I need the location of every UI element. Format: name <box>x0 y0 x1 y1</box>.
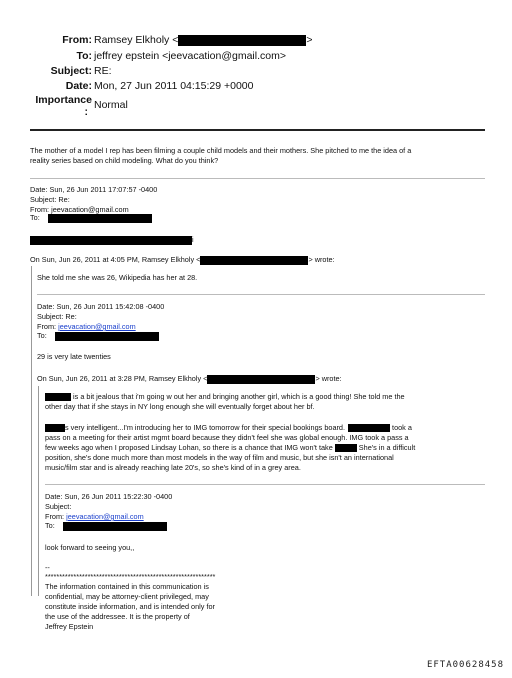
disclaimer-line-5: Jeffrey Epstein <box>45 622 94 631</box>
msg3-to: To: <box>45 521 55 530</box>
header-date-row <box>0 80 512 94</box>
from-label: From: <box>62 34 92 46</box>
msg3-text: look forward to seeing you,, <box>45 543 135 552</box>
section-divider <box>30 178 485 179</box>
msg2-date: Date: Sun, 26 Jun 2011 15:42:08 -0400 <box>37 302 165 311</box>
header-from-row <box>0 34 512 48</box>
quote2-p2-line-5: music/film star and is already reaching late 20's, so she's kind of in a grey area. <box>45 463 301 472</box>
subject-value: RE: <box>94 65 112 77</box>
msg2-subject: Subject: Re: <box>37 312 77 321</box>
from-value: Ramsey Elkholy < <box>94 34 179 46</box>
msg2-text: 29 is very late twenties <box>37 352 111 361</box>
redaction-block <box>348 424 390 432</box>
msg3-from-link[interactable]: jeevacation@gmail.com <box>66 512 144 521</box>
msg3-from-label: From: <box>45 512 67 521</box>
quote1-text: She told me she was 26, Wikipedia has her at 28. <box>37 273 198 282</box>
quote1-wrote-line <box>30 255 335 265</box>
intro-line-2: reality series based on child modeling. What do you think? <box>30 156 219 165</box>
msg2-from-link[interactable]: jeevacation@gmail.com <box>58 322 136 331</box>
msg1-to: To: <box>30 213 40 222</box>
msg1-redacted-line <box>30 235 194 245</box>
intro-line-1: The mother of a model I rep has been filming a couple child models and their mothers. She pitched to me the idea of a <box>30 146 412 155</box>
importance-value: Normal <box>94 99 128 111</box>
signature-stars: ************************************************************ <box>45 572 216 581</box>
disclaimer-line-3: constitute inside information, and is intended only for <box>45 602 215 611</box>
date-label: Date: <box>65 80 92 92</box>
redaction-block <box>30 236 192 245</box>
quote1-wrote-prefix: On Sun, Jun 26, 2011 at 4:05 PM, Ramsey Elkholy < <box>30 255 201 264</box>
header-importance-row <box>0 94 512 120</box>
quote2-p2-line-4: position, she's done much more than most models in the way of film and music, but she isn't an international <box>45 453 394 462</box>
redaction-block <box>45 424 65 432</box>
header-to-row <box>0 50 512 64</box>
quote2-wrote-line <box>37 374 342 384</box>
importance-colon: : <box>84 106 88 118</box>
signature-dashes: -- <box>45 563 50 572</box>
importance-label: Importance <box>35 94 92 106</box>
section-divider <box>37 294 485 295</box>
msg2-from-label: From: <box>37 322 59 331</box>
redaction-block <box>63 522 167 531</box>
disclaimer-line-1: The information contained in this communication is <box>45 582 209 591</box>
quote2-wrote-suffix: > wrote: <box>315 374 342 383</box>
quote2-p1-line-2: other day that if she stays in NY long enough she will eventually forget about her bf. <box>45 402 315 411</box>
from-end: > <box>306 34 313 46</box>
msg2-to: To: <box>37 331 47 340</box>
msg3-to-row <box>45 521 167 531</box>
date-value: Mon, 27 Jun 2011 04:15:29 +0000 <box>94 80 254 92</box>
msg3-date: Date: Sun, 26 Jun 2011 15:22:30 -0400 <box>45 492 173 501</box>
disclaimer-line-4: the use of the addressee. It is the property of <box>45 612 190 621</box>
header-divider <box>30 129 485 131</box>
msg1-redact-suffix: i <box>192 235 194 244</box>
quote-bar-level-2 <box>38 386 39 596</box>
msg1-to-row <box>30 213 152 223</box>
msg2-to-row <box>37 331 159 341</box>
redaction-block <box>335 444 357 452</box>
subject-label: Subject: <box>50 65 92 77</box>
to-value: jeffrey epstein <jeevacation@gmail.com> <box>94 50 286 62</box>
to-label: To: <box>76 50 92 62</box>
quote2-p2-line-1: s very intelligent...I'm introducing her to IMG tomorrow for their special bookings board. took a <box>45 423 412 432</box>
redaction-block <box>178 35 306 46</box>
quote2-p1-line-1: is a bit jealous that i'm going w out her and bringing another girl, which is a good thing! She told me the <box>45 392 405 401</box>
quote2-p2-line-2: pass on a meeting for their artist mgmt board because they didn't feel she was global enough. IMG took a pass a <box>45 433 409 442</box>
quote2-wrote-prefix: On Sun, Jun 26, 2011 at 3:28 PM, Ramsey Elkholy < <box>37 374 208 383</box>
quote-bar-level-1 <box>31 266 32 596</box>
msg1-date: Date: Sun, 26 Jun 2011 17:07:57 -0400 <box>30 185 158 194</box>
msg3-subject: Subject: <box>45 502 72 511</box>
redaction-block <box>55 332 159 341</box>
quote2-p2-line-3: few weeks ago when I proposed Lindsay Lohan, so there is a chance that IMG won't take She's in a difficult <box>45 443 416 452</box>
msg2-from-row <box>37 322 136 331</box>
msg1-subject: Subject: Re: <box>30 195 70 204</box>
document-id: EFTA00628458 <box>426 660 504 670</box>
redaction-block <box>200 256 308 265</box>
redaction-block <box>207 375 315 384</box>
msg1-from: From: jeevacation@gmail.com <box>30 205 129 214</box>
header-subject-row <box>0 65 512 79</box>
quote1-wrote-suffix: > wrote: <box>308 255 335 264</box>
redaction-block <box>48 214 152 223</box>
msg3-from-row <box>45 512 144 521</box>
disclaimer-line-2: confidential, may be attorney-client privileged, may <box>45 592 209 601</box>
section-divider <box>45 484 485 485</box>
redaction-block <box>45 393 71 401</box>
